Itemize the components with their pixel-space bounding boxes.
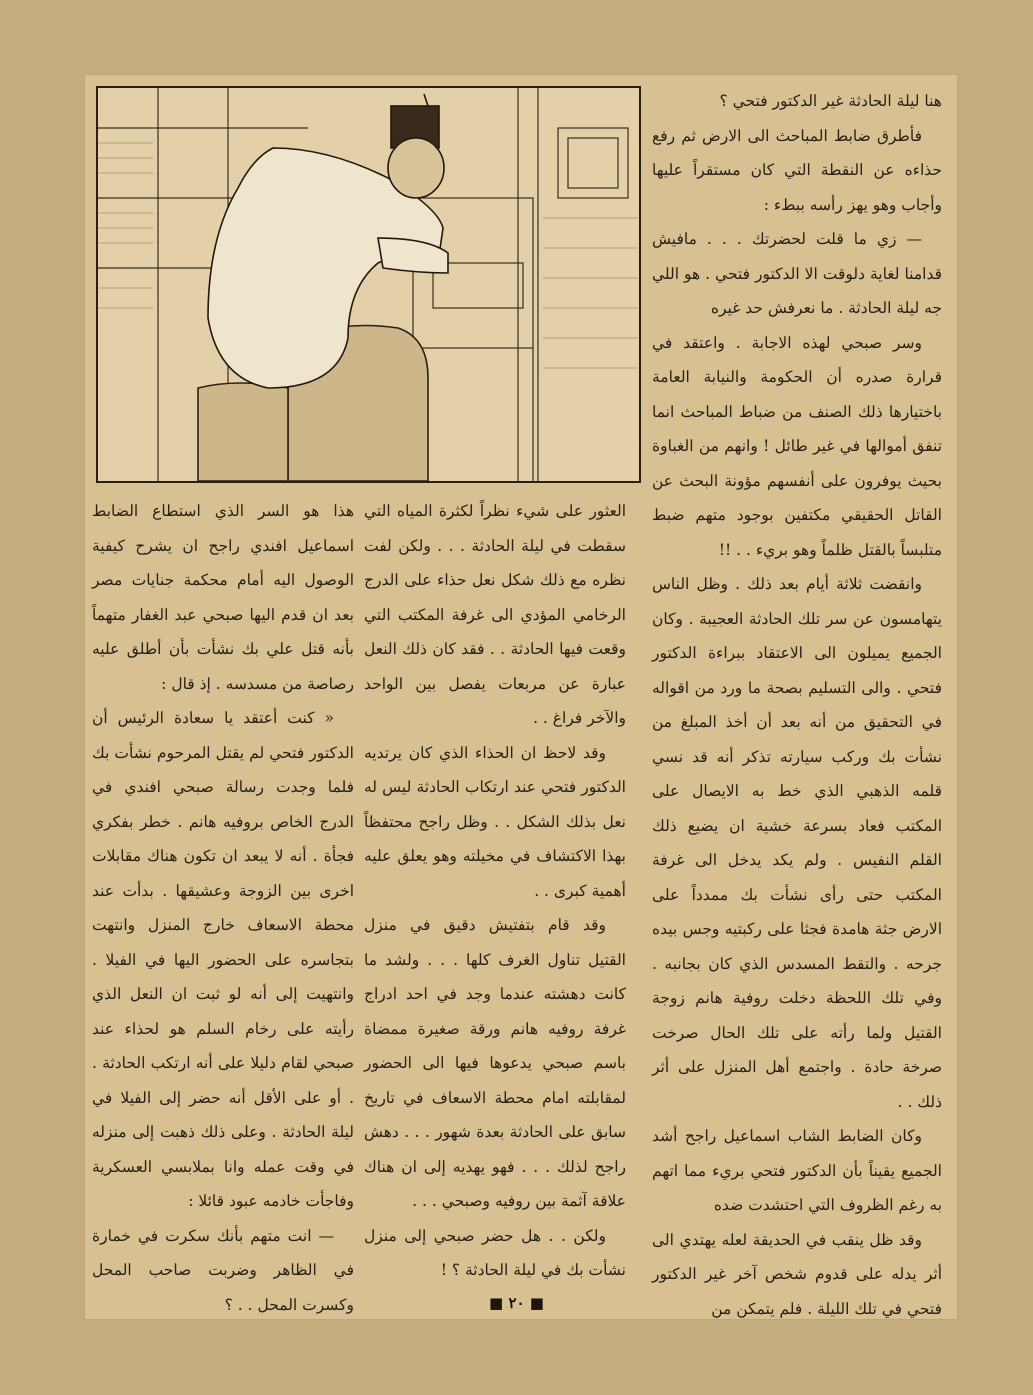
paragraph: هذا هو السر الذي استطاع الضابط اسماعيل افندي راجح ان يشرح كيفية الوصول اليه أمام محكمة جنايات مصر بعد ان قدم اليها صبحي عبد الغفار متهماً بأنه قتل علي بك نشأت بأن أطلق عليه رصاصة من مسدسه . إذ قال : bbox=[92, 502, 354, 693]
text-column-left bbox=[92, 494, 354, 1322]
paragraph: وكان الضابط الشاب اسماعيل راجح أشد الجميع يقيناً بأن الدكتور فتحي بريء مما اتهم به رغم الظروف التي احتشدت ضده bbox=[652, 1127, 942, 1214]
paragraph: وسر صبحي لهذه الاجابة . واعتقد في قرارة صدره أن الحكومة والنيابة العامة باختيارها ذلك الصنف من ضباط المباحث انما تنفق أموالها في غير طائل ! وانهم من الغباوة بحيث يوفرون على أنفسهم مؤونة البحث عن القاتل الحقيقي مكتفين بوجود متهم ضبط متلبساً بالقتل ظلماً وهو بريء . . !! bbox=[652, 333, 942, 559]
text-column-right bbox=[652, 84, 942, 1326]
paragraph: فأطرق ضابط المباحث الى الارض ثم رفع حذاءه عن النقطة التي كان مستقراً عليها وأجاب وهو يهز رأسه ببطء : bbox=[652, 126, 942, 214]
page-number: ■ ٢٠ ■ bbox=[489, 1294, 544, 1312]
paragraph: « كنت أعتقد يا سعادة الرئيس أن الدكتور فتحي لم يقتل المرحوم نشأت بك فلما وجدت رسالة صبحي افندي في الدرج الخاص بروفيه هانم . خطر بفكري فجأة . أنه لا يبعد ان تكون هناك مقابلات اخرى بين الزوجة وعشيقها . بدأت عند محطة الاسعاف خارج المنزل وانتهت بتجاسره على الحضور اليها في الفيلا . وانتهيت إلى أنه لو ثبت ان النعل الذي رأيته على رخام السلم هو لحذاء عند صبحي لقام دليلا على أنه ارتكب الحادثة . . أو على الأقل أنه حضر إلى الفيلا في ليلة الحادثة . وعلى ذلك ذهبت إلى منزله في وقت عمله وانا بملابسي العسكرية وفاجأت خادمه عبود قائلا : bbox=[92, 709, 354, 1210]
paragraph: — انت متهم بأنك سكرت في خمارة في الظاهر وضربت صاحب المحل وكسرت المحل . . ؟ bbox=[92, 1226, 354, 1314]
paragraph: العثور على شيء نظراً لكثرة المياه التي سقطت في ليلة الحادثة . . . ولكن لفت نظره مع ذلك شكل نعل حذاء على الدرج الرخامي المؤدي الى غرفة المكتب التي وقعت فيها الحادثة . . فقد كان ذلك النعل عبارة عن مربعات يفصل بين الواحد والآخر فراغ . . bbox=[364, 502, 626, 727]
paragraph: وقد لاحظ ان الحذاء الذي كان يرتديه الدكتور فتحي عند ارتكاب الحادثة ليس له نعل بذلك الشكل . . وظل راجح محتفظاً بهذا الاكتشاف في مخيلته وهو يعلق عليه أهمية كبرى . . bbox=[364, 743, 626, 900]
paragraph: هنا ليلة الحادثة غير الدكتور فتحي ؟ bbox=[719, 92, 942, 110]
paragraph: وانقضت ثلاثة أيام بعد ذلك . وظل الناس يتهامسون عن سر تلك الحادثة العجيبة . وكان الجميع يميلون الى الاعتقاد ببراءة الدكتور فتحي . والى التسليم بصحة ما ورد من اقواله في التحقيق من أنه بعد أن أخذ المبلغ من نشأت بك وركب سيارته تذكر أنه قد نسي قلمه الذهبي الذي خط به الايصال على المكتب فعاد بسرعة خشية ان يضيع ذلك القلم النفيس . ولم يكد يدخل الى غرفة المكتب حتى رأى نشأت بك ممدداً على الارض جثة هامدة فجثا على ركبتيه وجس بيده جرحه . والتقط المسدس الذي كان بجانبه . وفي تلك اللحظة دخلت روفية هانم زوجة القتيل ولما رأته على تلك الحال صرخت صرخة حادة . واجتمع أهل المنزل على أثر ذلك . . bbox=[652, 575, 942, 1111]
paragraph: — زي ما قلت لحضرتك . . . مافيش قدامنا لغاية دلوقت الا الدكتور فتحي . هو اللي جه ليلة الحادثة . ما نعرفش حد غيره bbox=[652, 230, 942, 317]
paragraph: وقد قام بتفتيش دقيق في منزل القتيل تناول الغرف كلها . . . ولشد ما كانت دهشته عندما وجد في احد ادراج غرفة روفيه هانم ورقة صغيرة ممضاة باسم صبحي يدعوها فيها الى الحضور لمقابلته امام محطة الاسعاف في تاريخ سابق على الحادثة بعدة شهور . . . دهش راجح لذلك . . . فهو يهديه إلى ان هناك علاقة آثمة بين روفيه وصبحي . . . bbox=[364, 916, 626, 1210]
paragraph: ولكن . . هل حضر صبحي إلى منزل نشأت بك في ليلة الحادثة ؟ ! bbox=[364, 1226, 626, 1279]
illustration-man-searching-drawer bbox=[96, 86, 641, 483]
paragraph: وقد ظل ينقب في الحديقة لعله يهتدي الى أثر يدله على قدوم شخص آخر غير الدكتور فتحي في تلك الليلة . فلم يتمكن من bbox=[652, 1230, 942, 1318]
text-column-middle bbox=[364, 494, 626, 1288]
engraving-image bbox=[98, 88, 639, 481]
